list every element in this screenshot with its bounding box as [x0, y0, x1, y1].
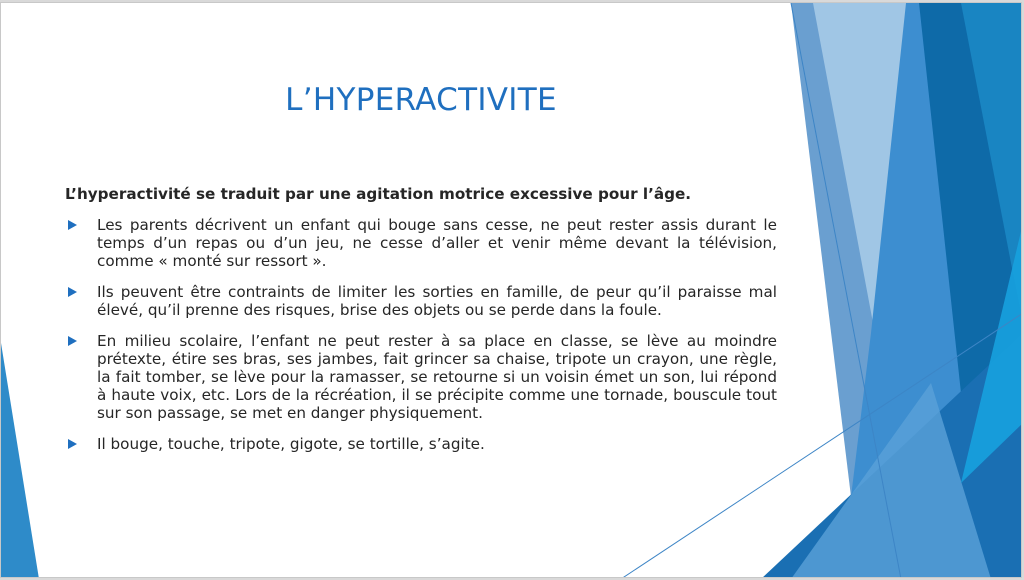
decor-left-accent	[1, 343, 39, 578]
bullet-text: Les parents décrivent un enfant qui bouge sans cesse, ne peut rester assis durant le temps d’un repas ou d’un jeu, ne cesse d’aller et venir même devant la télévision, comme « monté sur ressort ».	[97, 216, 777, 270]
bullet-item	[65, 435, 777, 453]
bullet-text: En milieu scolaire, l’enfant ne peut rester à sa place en classe, se lève au moindre prétexte, étire ses bras, ses jambes, fait grincer sa chaise, tripote un crayon, une règle, la fait tomber, se lève pour la ramasser, se retourne si un voisin émet un son, lui répond à haute voix, etc. Lors de la récréation, il se précipite comme une tornade, bouscule tout sur son passage, se met en danger physiquement.	[97, 332, 777, 422]
triangle-right-icon	[68, 287, 77, 297]
bullet-item	[65, 216, 777, 270]
slide	[0, 2, 1022, 578]
slide-body	[65, 185, 777, 466]
triangle-right-icon	[68, 336, 77, 346]
bullet-item	[65, 283, 777, 319]
bullet-text: Il bouge, touche, tripote, gigote, se tortille, s’agite.	[97, 435, 485, 453]
bullet-item	[65, 332, 777, 422]
bullet-text: Ils peuvent être contraints de limiter les sorties en famille, de peur qu’il paraisse mal élevé, qu’il prenne des risques, brise des objets ou se perde dans la foule.	[97, 283, 777, 319]
bullet-list	[65, 216, 777, 453]
intro-text: L’hyperactivité se traduit par une agitation motrice excessive pour l’âge.	[65, 185, 692, 203]
triangle-right-icon	[68, 439, 77, 449]
triangle-right-icon	[68, 220, 77, 230]
slide-title: L’HYPERACTIVITE	[285, 81, 557, 118]
